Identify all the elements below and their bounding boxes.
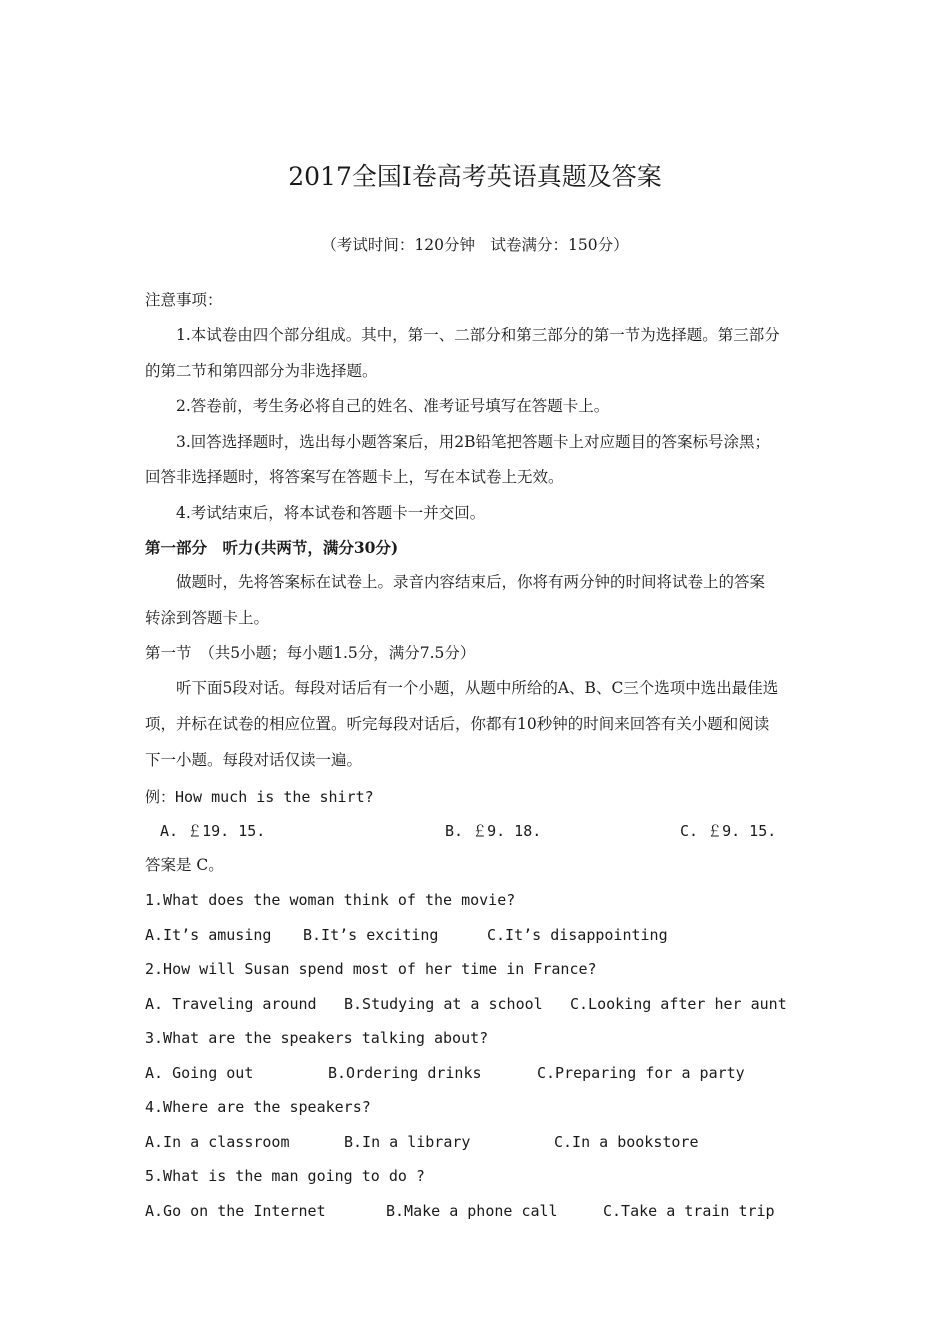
page-title: 2017全国Ⅰ卷高考英语真题及答案 <box>288 162 662 191</box>
question-4-option-a: A.In a classroom <box>145 1133 290 1151</box>
question-1-option-c: C.It’s disappointing <box>487 926 668 944</box>
notice-item-1-line-2: 的第二节和第四部分为非选择题。 <box>145 362 378 380</box>
notice-item-3-line-2: 回答非选择题时，将答案写在答题卡上，写在本试卷上无效。 <box>145 468 564 486</box>
notice-item-1-line-1: 1.本试卷由四个部分组成。其中，第一、二部分和第三部分的第一节为选择题。第三部分 <box>176 326 780 344</box>
part-1-heading: 第一部分 听力(共两节，满分30分) <box>145 538 399 557</box>
question-5-option-b: B.Make a phone call <box>386 1202 558 1220</box>
section-1-instructions-line-3: 下一小题。每段对话仅读一遍。 <box>145 751 363 769</box>
notice-item-2: 2.答卷前，考生务必将自己的姓名、准考证号填写在答题卡上。 <box>176 397 610 415</box>
question-4: 4.Where are the speakers? <box>145 1098 371 1116</box>
question-3-option-c: C.Preparing for a party <box>537 1064 745 1082</box>
question-1-option-b: B.It’s exciting <box>303 926 439 944</box>
question-2: 2.How will Susan spend most of her time in France? <box>145 960 597 978</box>
question-4-option-b: B.In a library <box>344 1133 471 1151</box>
question-5-option-a: A.Go on the Internet <box>145 1202 326 1220</box>
question-3-option-b: B.Ordering drinks <box>328 1064 482 1082</box>
section-1-instructions-line-1: 听下面5段对话。每段对话后有一个小题，从题中所给的A、B、C三个选项中选出最佳选 <box>176 679 779 697</box>
example-option-a: A. ￡19. 15. <box>160 822 266 840</box>
question-1: 1.What does the woman think of the movie? <box>145 891 516 909</box>
part-1-intro-line-1: 做题时，先将答案标在试卷上。录音内容结束后，你将有两分钟的时间将试卷上的答案 <box>176 573 766 591</box>
notice-item-3-line-1: 3.回答选择题时，选出每小题答案后，用2B铅笔把答题卡上对应题目的答案标号涂黑； <box>176 433 771 451</box>
example-answer: 答案是 C。 <box>145 856 224 874</box>
example-option-c: C. ￡9. 15. <box>680 822 777 840</box>
part-1-intro-line-2: 转涂到答题卡上。 <box>145 609 270 627</box>
question-2-option-a: A. Traveling around <box>145 995 317 1013</box>
section-1-heading: 第一节 （共5小题；每小题1.5分，满分7.5分） <box>145 644 476 662</box>
notice-heading: 注意事项： <box>145 291 223 309</box>
example-option-b: B. ￡9. 18. <box>445 822 542 840</box>
question-1-option-a: A.It’s amusing <box>145 926 272 944</box>
question-4-option-c: C.In a bookstore <box>554 1133 699 1151</box>
example-question: 例：How much is the shirt? <box>145 788 374 806</box>
question-3-option-a: A. Going out <box>145 1064 254 1082</box>
question-2-option-c: C.Looking after her aunt <box>570 995 787 1013</box>
section-1-instructions-line-2: 项，并标在试卷的相应位置。听完每段对话后，你都有10秒钟的时间来回答有关小题和阅读 <box>145 715 770 733</box>
question-2-option-b: B.Studying at a school <box>344 995 543 1013</box>
question-5: 5.What is the man going to do ? <box>145 1167 425 1185</box>
exam-time-info: （考试时间：120分钟 试卷满分：150分） <box>321 236 629 254</box>
question-5-option-c: C.Take a train trip <box>603 1202 775 1220</box>
question-3: 3.What are the speakers talking about? <box>145 1029 489 1047</box>
notice-item-4: 4.考试结束后，将本试卷和答题卡一并交回。 <box>176 504 486 522</box>
